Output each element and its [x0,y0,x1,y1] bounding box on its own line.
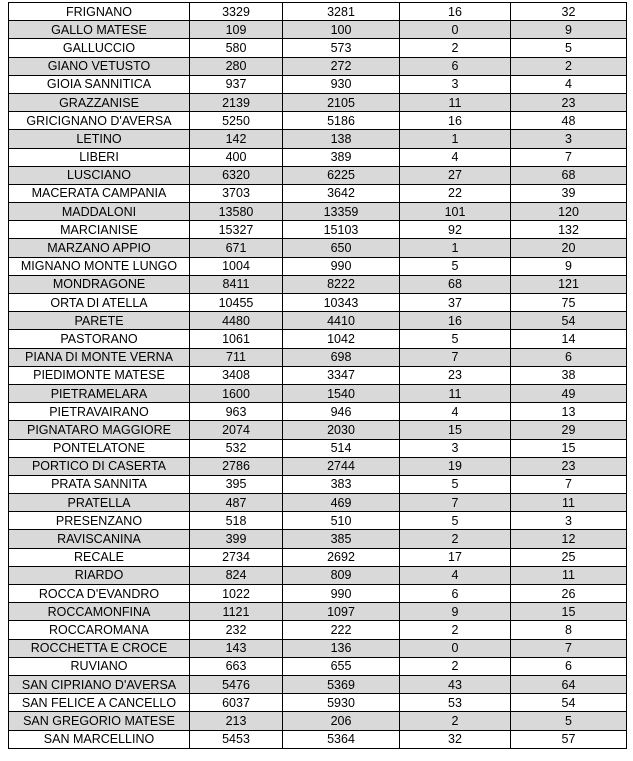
value-col-4-cell: 49 [511,384,627,402]
municipality-name-cell: PIANA DI MONTE VERNA [9,348,190,366]
value-col-2-cell: 573 [283,39,400,57]
value-col-3-cell: 9 [400,603,511,621]
value-col-2-cell: 650 [283,239,400,257]
value-col-2-cell: 514 [283,439,400,457]
value-col-4-cell: 7 [511,475,627,493]
value-col-2-cell: 222 [283,621,400,639]
value-col-1-cell: 5476 [190,675,283,693]
value-col-1-cell: 1004 [190,257,283,275]
value-col-1-cell: 2734 [190,548,283,566]
value-col-1-cell: 6037 [190,694,283,712]
value-col-2-cell: 2692 [283,548,400,566]
table-row [9,730,627,748]
value-col-4-cell: 7 [511,639,627,657]
value-col-3-cell: 2 [400,712,511,730]
value-col-3-cell: 5 [400,330,511,348]
value-col-4-cell: 39 [511,184,627,202]
value-col-1-cell: 109 [190,21,283,39]
municipality-name-cell: GRICIGNANO D'AVERSA [9,112,190,130]
value-col-1-cell: 3703 [190,184,283,202]
municipality-name-cell: PASTORANO [9,330,190,348]
value-col-3-cell: 101 [400,203,511,221]
table-row [9,694,627,712]
value-col-1-cell: 671 [190,239,283,257]
value-col-2-cell: 3347 [283,366,400,384]
value-col-4-cell: 9 [511,257,627,275]
municipality-table [8,2,627,749]
table-row [9,530,627,548]
value-col-2-cell: 1540 [283,384,400,402]
table-row [9,257,627,275]
municipality-name-cell: PIEDIMONTE MATESE [9,366,190,384]
table-row [9,148,627,166]
value-col-2-cell: 13359 [283,203,400,221]
value-col-3-cell: 19 [400,457,511,475]
municipality-name-cell: SAN GREGORIO MATESE [9,712,190,730]
value-col-1-cell: 15327 [190,221,283,239]
value-col-4-cell: 54 [511,694,627,712]
value-col-4-cell: 15 [511,603,627,621]
value-col-2-cell: 510 [283,512,400,530]
value-col-2-cell: 655 [283,657,400,675]
value-col-2-cell: 809 [283,566,400,584]
value-col-3-cell: 3 [400,439,511,457]
value-col-1-cell: 142 [190,130,283,148]
value-col-2-cell: 389 [283,148,400,166]
municipality-name-cell: FRIGNANO [9,3,190,21]
value-col-1-cell: 395 [190,475,283,493]
value-col-1-cell: 518 [190,512,283,530]
value-col-2-cell: 946 [283,403,400,421]
value-col-2-cell: 930 [283,75,400,93]
value-col-4-cell: 25 [511,548,627,566]
value-col-3-cell: 4 [400,148,511,166]
table-row [9,239,627,257]
table-row [9,494,627,512]
value-col-1-cell: 487 [190,494,283,512]
value-col-2-cell: 1097 [283,603,400,621]
municipality-name-cell: GALLUCCIO [9,39,190,57]
value-col-1-cell: 5453 [190,730,283,748]
value-col-4-cell: 15 [511,439,627,457]
value-col-3-cell: 16 [400,3,511,21]
value-col-1-cell: 963 [190,403,283,421]
value-col-2-cell: 469 [283,494,400,512]
table-row [9,203,627,221]
municipality-name-cell: GRAZZANISE [9,93,190,111]
value-col-2-cell: 2030 [283,421,400,439]
value-col-4-cell: 7 [511,148,627,166]
value-col-2-cell: 136 [283,639,400,657]
data-table-container [8,2,626,749]
municipality-name-cell: GIOIA SANNITICA [9,75,190,93]
table-row [9,39,627,57]
municipality-name-cell: MACERATA CAMPANIA [9,184,190,202]
municipality-name-cell: SAN FELICE A CANCELLO [9,694,190,712]
municipality-name-cell: ROCCAMONFINA [9,603,190,621]
value-col-4-cell: 26 [511,585,627,603]
value-col-3-cell: 5 [400,512,511,530]
table-row [9,21,627,39]
value-col-4-cell: 29 [511,421,627,439]
municipality-name-cell: MONDRAGONE [9,275,190,293]
municipality-name-cell: GIANO VETUSTO [9,57,190,75]
value-col-3-cell: 6 [400,585,511,603]
municipality-name-cell: ROCCAROMANA [9,621,190,639]
table-row [9,566,627,584]
value-col-3-cell: 3 [400,75,511,93]
table-row [9,57,627,75]
municipality-name-cell: PIETRAVAIRANO [9,403,190,421]
table-row [9,439,627,457]
value-col-4-cell: 6 [511,348,627,366]
value-col-4-cell: 38 [511,366,627,384]
table-row [9,221,627,239]
value-col-1-cell: 213 [190,712,283,730]
value-col-4-cell: 23 [511,93,627,111]
value-col-4-cell: 12 [511,530,627,548]
value-col-2-cell: 100 [283,21,400,39]
table-row [9,457,627,475]
municipality-name-cell: PORTICO DI CASERTA [9,457,190,475]
municipality-name-cell: PRATELLA [9,494,190,512]
value-col-1-cell: 2139 [190,93,283,111]
table-row [9,348,627,366]
municipality-name-cell: RUVIANO [9,657,190,675]
municipality-name-cell: LETINO [9,130,190,148]
value-col-3-cell: 6 [400,57,511,75]
table-row [9,475,627,493]
table-row [9,403,627,421]
value-col-3-cell: 1 [400,239,511,257]
municipality-name-cell: RECALE [9,548,190,566]
value-col-1-cell: 1121 [190,603,283,621]
value-col-4-cell: 11 [511,494,627,512]
table-row [9,657,627,675]
value-col-4-cell: 6 [511,657,627,675]
value-col-1-cell: 3329 [190,3,283,21]
value-col-4-cell: 4 [511,75,627,93]
value-col-1-cell: 580 [190,39,283,57]
municipality-name-cell: MIGNANO MONTE LUNGO [9,257,190,275]
value-col-4-cell: 9 [511,21,627,39]
table-row [9,366,627,384]
value-col-1-cell: 143 [190,639,283,657]
value-col-1-cell: 2074 [190,421,283,439]
value-col-4-cell: 23 [511,457,627,475]
value-col-2-cell: 385 [283,530,400,548]
value-col-2-cell: 3642 [283,184,400,202]
value-col-2-cell: 6225 [283,166,400,184]
value-col-2-cell: 698 [283,348,400,366]
value-col-1-cell: 1061 [190,330,283,348]
municipality-name-cell: LIBERI [9,148,190,166]
value-col-1-cell: 8411 [190,275,283,293]
value-col-2-cell: 2105 [283,93,400,111]
table-row [9,421,627,439]
value-col-3-cell: 16 [400,312,511,330]
value-col-2-cell: 206 [283,712,400,730]
table-row [9,294,627,312]
value-col-3-cell: 5 [400,475,511,493]
value-col-3-cell: 1 [400,130,511,148]
table-row [9,184,627,202]
table-row [9,621,627,639]
table-row [9,639,627,657]
value-col-3-cell: 23 [400,366,511,384]
value-col-1-cell: 663 [190,657,283,675]
table-row [9,166,627,184]
value-col-3-cell: 5 [400,257,511,275]
value-col-2-cell: 5930 [283,694,400,712]
table-row [9,112,627,130]
municipality-name-cell: SAN MARCELLINO [9,730,190,748]
value-col-4-cell: 3 [511,130,627,148]
municipality-name-cell: LUSCIANO [9,166,190,184]
value-col-4-cell: 20 [511,239,627,257]
value-col-2-cell: 5186 [283,112,400,130]
municipality-name-cell: PIGNATARO MAGGIORE [9,421,190,439]
value-col-1-cell: 10455 [190,294,283,312]
value-col-4-cell: 3 [511,512,627,530]
value-col-1-cell: 3408 [190,366,283,384]
value-col-4-cell: 64 [511,675,627,693]
value-col-3-cell: 4 [400,566,511,584]
value-col-1-cell: 13580 [190,203,283,221]
value-col-2-cell: 4410 [283,312,400,330]
value-col-3-cell: 92 [400,221,511,239]
table-row [9,603,627,621]
value-col-3-cell: 2 [400,621,511,639]
municipality-name-cell: MARZANO APPIO [9,239,190,257]
value-col-3-cell: 37 [400,294,511,312]
table-row [9,330,627,348]
table-row [9,75,627,93]
value-col-1-cell: 400 [190,148,283,166]
value-col-2-cell: 272 [283,57,400,75]
value-col-4-cell: 5 [511,39,627,57]
value-col-4-cell: 121 [511,275,627,293]
value-col-3-cell: 43 [400,675,511,693]
table-row [9,548,627,566]
value-col-4-cell: 2 [511,57,627,75]
value-col-3-cell: 11 [400,93,511,111]
municipality-name-cell: ROCCHETTA E CROCE [9,639,190,657]
table-row [9,93,627,111]
value-col-3-cell: 2 [400,39,511,57]
municipality-name-cell: PIETRAMELARA [9,384,190,402]
value-col-3-cell: 68 [400,275,511,293]
value-col-1-cell: 937 [190,75,283,93]
value-col-2-cell: 15103 [283,221,400,239]
table-row [9,3,627,21]
municipality-name-cell: RAVISCANINA [9,530,190,548]
value-col-3-cell: 2 [400,657,511,675]
value-col-1-cell: 824 [190,566,283,584]
value-col-2-cell: 3281 [283,3,400,21]
value-col-4-cell: 11 [511,566,627,584]
value-col-1-cell: 5250 [190,112,283,130]
municipality-name-cell: SAN CIPRIANO D'AVERSA [9,675,190,693]
table-row [9,275,627,293]
table-row [9,312,627,330]
value-col-4-cell: 48 [511,112,627,130]
value-col-3-cell: 17 [400,548,511,566]
value-col-1-cell: 4480 [190,312,283,330]
value-col-4-cell: 120 [511,203,627,221]
value-col-4-cell: 32 [511,3,627,21]
value-col-4-cell: 14 [511,330,627,348]
value-col-2-cell: 2744 [283,457,400,475]
value-col-1-cell: 6320 [190,166,283,184]
value-col-3-cell: 4 [400,403,511,421]
table-row [9,585,627,603]
value-col-4-cell: 57 [511,730,627,748]
value-col-3-cell: 27 [400,166,511,184]
table-row [9,675,627,693]
table-row [9,130,627,148]
municipality-name-cell: GALLO MATESE [9,21,190,39]
municipality-name-cell: ROCCA D'EVANDRO [9,585,190,603]
value-col-1-cell: 399 [190,530,283,548]
value-col-2-cell: 138 [283,130,400,148]
value-col-2-cell: 5364 [283,730,400,748]
table-row [9,712,627,730]
value-col-2-cell: 5369 [283,675,400,693]
value-col-3-cell: 7 [400,494,511,512]
table-row [9,512,627,530]
value-col-3-cell: 11 [400,384,511,402]
table-body [9,3,627,749]
municipality-name-cell: PRATA SANNITA [9,475,190,493]
value-col-3-cell: 16 [400,112,511,130]
value-col-4-cell: 13 [511,403,627,421]
table-row [9,384,627,402]
value-col-3-cell: 53 [400,694,511,712]
value-col-3-cell: 7 [400,348,511,366]
municipality-name-cell: MADDALONI [9,203,190,221]
municipality-name-cell: PRESENZANO [9,512,190,530]
value-col-4-cell: 5 [511,712,627,730]
value-col-4-cell: 68 [511,166,627,184]
value-col-2-cell: 383 [283,475,400,493]
municipality-name-cell: PONTELATONE [9,439,190,457]
value-col-1-cell: 1022 [190,585,283,603]
municipality-name-cell: MARCIANISE [9,221,190,239]
value-col-1-cell: 1600 [190,384,283,402]
value-col-1-cell: 232 [190,621,283,639]
value-col-3-cell: 0 [400,639,511,657]
value-col-4-cell: 54 [511,312,627,330]
value-col-3-cell: 22 [400,184,511,202]
value-col-2-cell: 990 [283,257,400,275]
value-col-2-cell: 10343 [283,294,400,312]
value-col-1-cell: 711 [190,348,283,366]
municipality-name-cell: ORTA DI ATELLA [9,294,190,312]
value-col-3-cell: 32 [400,730,511,748]
value-col-2-cell: 1042 [283,330,400,348]
value-col-1-cell: 280 [190,57,283,75]
value-col-4-cell: 8 [511,621,627,639]
value-col-4-cell: 132 [511,221,627,239]
municipality-name-cell: RIARDO [9,566,190,584]
value-col-1-cell: 532 [190,439,283,457]
value-col-2-cell: 990 [283,585,400,603]
value-col-4-cell: 75 [511,294,627,312]
value-col-1-cell: 2786 [190,457,283,475]
value-col-3-cell: 15 [400,421,511,439]
value-col-3-cell: 0 [400,21,511,39]
value-col-3-cell: 2 [400,530,511,548]
municipality-name-cell: PARETE [9,312,190,330]
value-col-2-cell: 8222 [283,275,400,293]
